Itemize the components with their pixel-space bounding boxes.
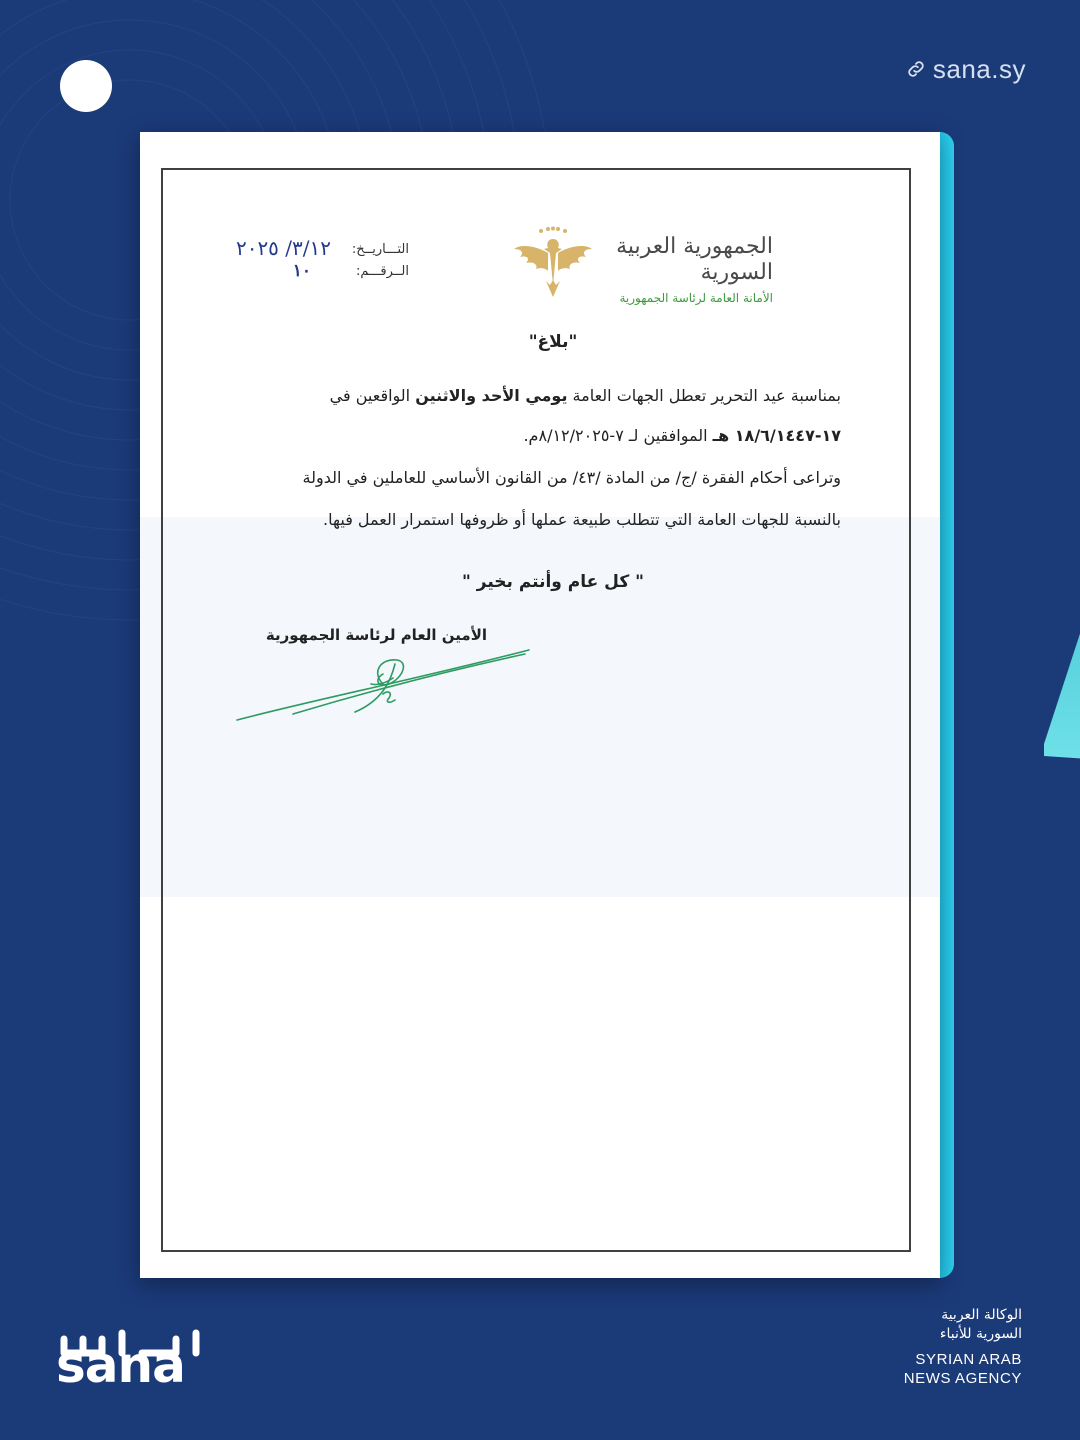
logo-english-word: sana — [56, 1336, 185, 1394]
body-line-2-bold: ١٧-١٨/٦/١٤٤٧ هـ — [712, 426, 841, 445]
body-line-1-start: بمناسبة عيد التحرير تعطل الجهات العامة — [567, 386, 841, 405]
republic-name: الجمهورية العربية السورية — [616, 234, 773, 286]
agency-arabic-line-1: الوكالة العربية — [941, 1307, 1022, 1323]
decorative-dot — [60, 60, 112, 112]
date-value: ٣/١٢/ ٢٠٢٥ — [235, 236, 331, 260]
site-link[interactable] — [905, 52, 1026, 86]
site-link-text: sana.sy — [932, 53, 1026, 84]
date-label: التـــاريــخ: — [351, 242, 409, 257]
body-line-2-end: الموافقين لـ ٧-٨/١٢/٢٠٢٥م. — [523, 426, 713, 445]
link-icon — [905, 58, 927, 80]
logo-english-text — [56, 1336, 185, 1394]
letterhead — [573, 234, 773, 305]
agency-english-line-2: NEWS AGENCY — [903, 1370, 1022, 1388]
agency-name — [802, 1306, 1022, 1389]
eagle-emblem-icon — [508, 225, 598, 300]
body-line-4: بالنسبة للجهات العامة التي تتطلب طبيعة عملها أو ظروفها استمرار العمل فيها. — [323, 510, 841, 529]
agency-english-line-1: SYRIAN ARAB — [915, 1350, 1022, 1368]
number-value: ١٠ — [292, 261, 311, 281]
greeting: " كل عام وأنتم بخير " — [461, 572, 645, 592]
document-page — [140, 132, 940, 1278]
body-line-1-bold: يومي الأحد والاثنين — [415, 386, 568, 405]
body-line-2 — [303, 426, 841, 445]
announcement-title: "بلاغ" — [528, 332, 578, 352]
body-line-1 — [303, 386, 841, 405]
body-line-1-end: الواقعين في — [329, 386, 416, 405]
signatory-title: الأمين العام لرئاسة الجمهورية — [265, 626, 487, 644]
agency-arabic-line-2: السورية للأنباء — [939, 1325, 1022, 1342]
body-line-3: وتراعى أحكام الفقرة /ج/ من المادة /٤٣/ من القانون الأساسي للعاملين في الدولة — [302, 468, 841, 487]
number-label: الــرقـــم: — [355, 264, 409, 279]
document-frame — [161, 168, 911, 1252]
secretariat-name: الأمانة العامة لرئاسة الجمهورية — [619, 290, 773, 305]
reference-block — [199, 236, 409, 292]
handwritten-signature — [233, 644, 533, 734]
